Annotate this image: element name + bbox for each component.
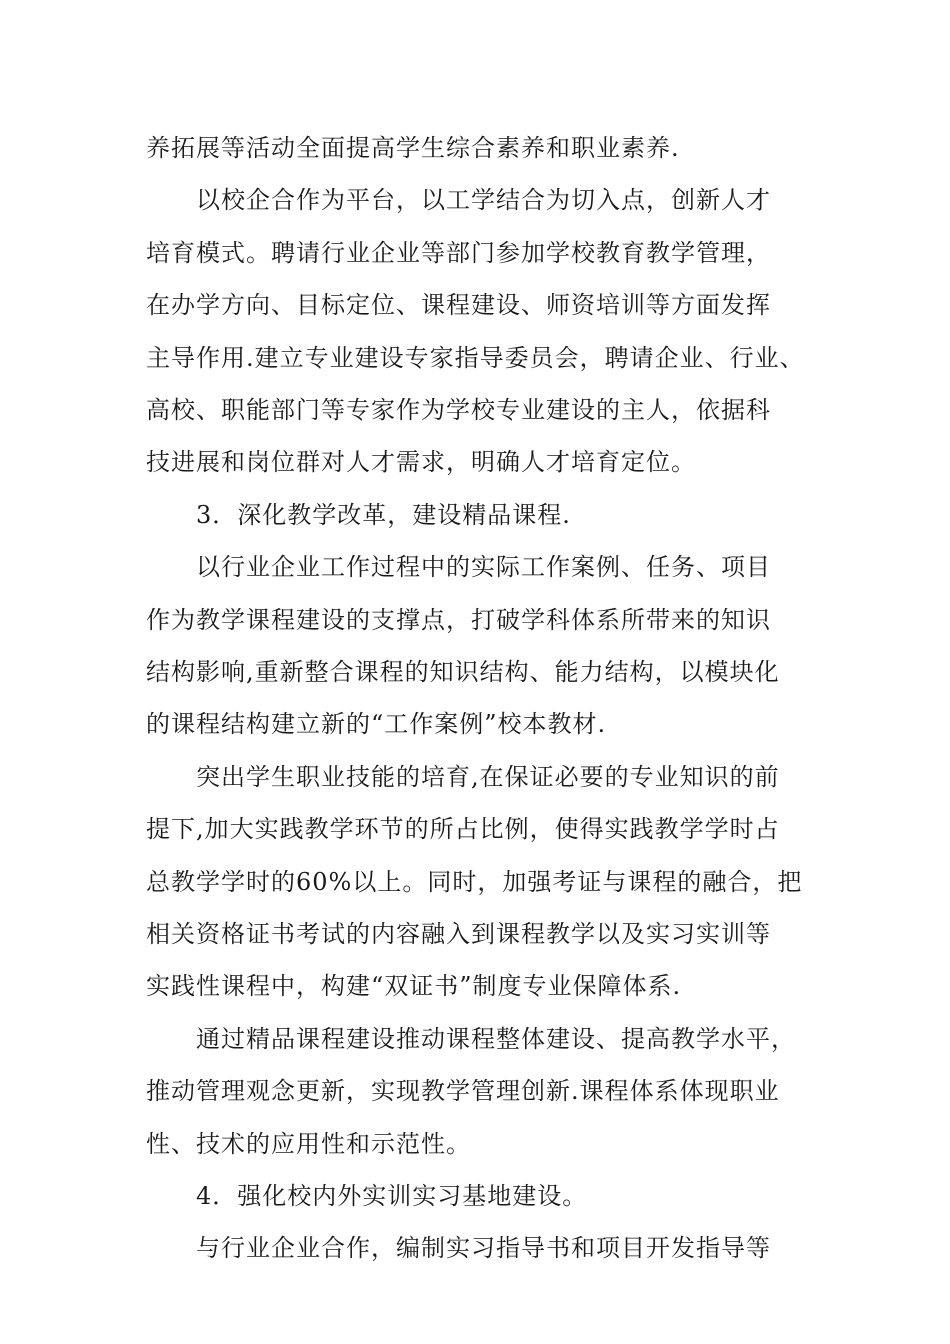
text-line: 结构影响,重新整合课程的知识结构、能力结构，以模块化 — [146, 658, 780, 686]
text-line: 相关资格证书考试的内容融入到课程教学以及实习实训等 — [146, 920, 771, 948]
text-line: 推动管理观念更新，实现教学管理创新.课程体系体现职业 — [146, 1077, 780, 1105]
text-line: 养拓展等活动全面提高学生综合素养和职业素养. — [146, 134, 680, 162]
text-line: 主导作用.建立专业建设专家指导委员会，聘请企业、行业、 — [146, 344, 805, 372]
paragraph-first-line: 通过精品课程建设推动课程整体建设、提高教学水平， — [196, 1025, 796, 1053]
text-line: 实践性课程中，构建“双证书”制度专业保障体系. — [146, 972, 682, 1000]
text-line: 的课程结构建立新的“工作案例”校本教材. — [146, 710, 607, 738]
paragraph-first-line: 与行业企业合作，编制实习指导书和项目开发指导等 — [196, 1234, 771, 1262]
text-line: 在办学方向、目标定位、课程建设、师资培训等方面发挥 — [146, 291, 771, 319]
section-heading-4: 4．强化校内外实训实习基地建设。 — [196, 1182, 588, 1210]
text-line: 性、技术的应用性和示范性。 — [146, 1130, 471, 1158]
text-line: 培育模式。聘请行业企业等部门参加学校教育教学管理， — [146, 239, 771, 267]
text-line: 高校、职能部门等专家作为学校专业建设的主人，依据科 — [146, 396, 771, 424]
text-line: 作为教学课程建设的支撑点，打破学科体系所带来的知识 — [146, 606, 771, 634]
paragraph-first-line: 突出学生职业技能的培育,在保证必要的专业知识的前 — [196, 763, 780, 791]
text-line: 提下,加大实践教学环节的所占比例，使得实践教学学时占 — [146, 815, 780, 843]
paragraph-first-line: 以校企合作为平台，以工学结合为切入点，创新人才 — [196, 186, 771, 214]
paragraph-first-line: 以行业企业工作过程中的实际工作案例、任务、项目 — [196, 553, 771, 581]
text-line: 技进展和岗位群对人才需求，明确人才培育定位。 — [146, 448, 696, 476]
text-line: 总教学学时的60%以上。同时，加强考证与课程的融合，把 — [146, 868, 803, 896]
section-heading-3: 3．深化教学改革，建设精品课程. — [196, 501, 571, 529]
